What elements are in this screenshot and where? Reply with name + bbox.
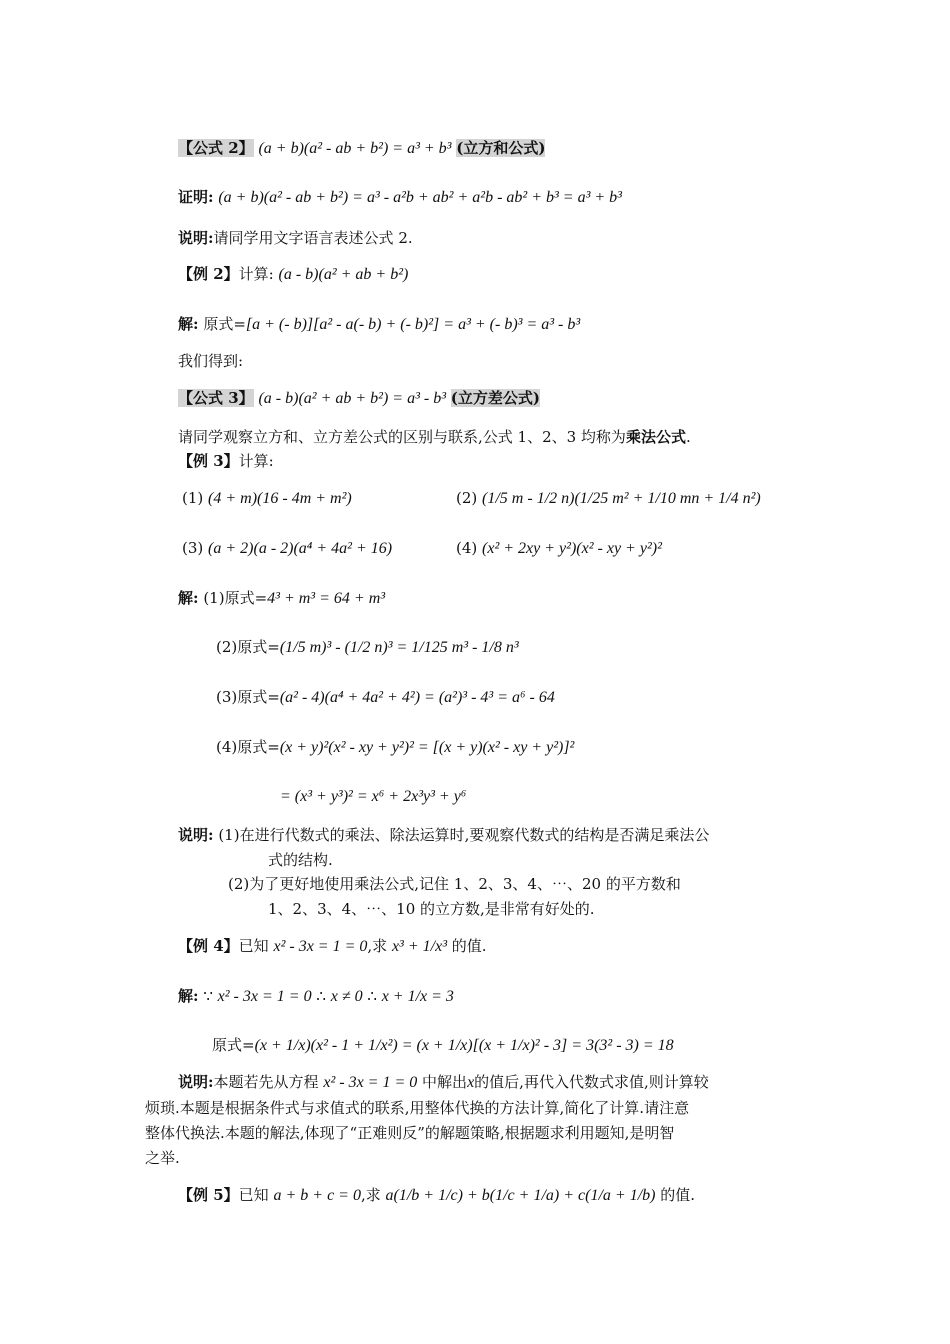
note3-part1: 本题若先从方程: [213, 1073, 319, 1091]
note2-item1-line2: 式的结构.: [268, 851, 333, 869]
we-get-line: 我们得到:: [178, 352, 244, 370]
solution2-math: [a + (- b)][a² - a(- b) + (- b)²] = a³ + (- b)³ = a³ - b³: [245, 316, 581, 333]
example3-item-1: [182, 487, 352, 510]
step-text: 原式=: [237, 638, 280, 656]
solution3-continuation: = (x³ + y³)² = x⁶ + 2x³y³ + y⁶: [280, 788, 467, 805]
step-number: (4): [216, 738, 238, 756]
therefore-symbol: ∴: [367, 987, 377, 1005]
note3-line3: 整体代换法.本题的解法,体现了“正难则反”的解题策略,根据题求利用题知,是明智: [145, 1124, 675, 1142]
example3-item-3: [182, 537, 392, 560]
note3-line2: 烦琐.本题是根据条件式与求值式的联系,用整体代换的方法计算,简化了计算.请注意: [145, 1099, 690, 1117]
formula3-math: (a - b)(a² + ab + b²) = a³ - b³: [258, 390, 446, 407]
item-math: (4 + m)(16 - 4m + m²): [208, 490, 352, 507]
step-text: 原式=: [224, 589, 268, 607]
item-math: (1/5 m - 1/2 n)(1/25 m² + 1/10 mn + 1/4 n²): [482, 490, 761, 507]
example5-line: [178, 1184, 695, 1207]
example4-cond: x² - 3x = 1 = 0: [273, 938, 368, 955]
formula3-line: [178, 387, 540, 410]
example3-label: 【例 3】: [178, 452, 239, 470]
proof-math: (a + b)(a² - ab + b²) = a³ - a²b + ab² + a²b - ab² + b³ = a³ + b³: [218, 189, 622, 206]
note3-part3: 的值后,再代入代数式求值,则计算较: [474, 1073, 709, 1091]
item-number: (4): [456, 539, 478, 557]
observe-end: .: [685, 428, 691, 446]
note2-item1-num: (1): [218, 826, 240, 844]
formula2-name: (立方和公式): [456, 139, 546, 157]
step-text: 原式=: [237, 738, 280, 756]
example4-target: x³ + 1/x³: [391, 938, 447, 955]
note2-item1-line1: [178, 824, 709, 846]
example5-cond: a + b + c = 0: [273, 1187, 361, 1204]
solution4-line2: [212, 1034, 674, 1057]
note3-var: x: [467, 1074, 475, 1091]
example3-item-4: [456, 537, 662, 560]
solution2-text: 原式=: [203, 315, 246, 333]
formula2-label: 【公式 2】: [178, 139, 254, 157]
example4-end: 的值.: [451, 937, 487, 955]
note2-item2-line1: [228, 873, 681, 895]
step-math: (x + y)²(x² - xy + y²)² = [(x + y)(x² - xy + y²)]²: [279, 739, 575, 756]
example2-label: 【例 2】: [178, 265, 239, 283]
example2-math: (a - b)(a² + ab + b²): [278, 266, 409, 283]
example3-text: 计算:: [238, 452, 274, 470]
note2-item2-line2: 1、2、3、4、⋯、10 的立方数,是非常有好处的.: [268, 900, 595, 918]
proof-line: [178, 186, 622, 209]
item-number: (3): [182, 539, 204, 557]
example4-given: 已知: [238, 937, 269, 955]
solution4-label: 解:: [178, 987, 199, 1005]
solution2-line: [178, 313, 580, 336]
solution3-step-1: [178, 587, 385, 610]
step-text: 原式=: [237, 688, 280, 706]
formula2-line: [178, 137, 545, 160]
step-math: 4³ + m³ = 64 + m³: [267, 590, 386, 607]
note2-label: 说明:: [178, 826, 214, 844]
proof-label: 证明:: [178, 188, 214, 206]
formula2-math: (a + b)(a² - ab + b²) = a³ + b³: [258, 140, 452, 157]
step-number: (3): [216, 688, 238, 706]
example4-label: 【例 4】: [178, 937, 239, 955]
solution2-label: 解:: [178, 315, 199, 333]
observe-text: 请同学观察立方和、立方差公式的区别与联系,公式 1、2、3 均称为: [178, 428, 626, 446]
therefore-symbol: ∴: [316, 987, 326, 1005]
note1-text: 请同学用文字语言表述公式 2.: [213, 229, 413, 247]
note2-item2-num: (2): [228, 875, 250, 893]
formula3-label: 【公式 3】: [178, 389, 254, 407]
step-math: (a² - 4)(a⁴ + 4a² + 4²) = (a²)³ - 4³ = a⁶ - 64: [279, 689, 555, 706]
example3-line: [178, 450, 274, 472]
note3-eq: x² - 3x = 1 = 0: [323, 1074, 418, 1091]
note2-item1-text: 在进行代数式的乘法、除法运算时,要观察代数式的结构是否满足乘法公: [239, 826, 710, 844]
solution3-step-2: [216, 636, 519, 659]
note3-line1: [178, 1071, 709, 1094]
item-math: (a + 2)(a - 2)(a⁴ + 4a² + 16): [208, 540, 393, 557]
example2-line: [178, 263, 408, 286]
solution3-step-3: [216, 686, 555, 709]
note1-label: 说明:: [178, 229, 214, 247]
step-number: (1): [203, 589, 225, 607]
because-symbol: ∵: [203, 987, 213, 1005]
note1-line: [178, 227, 413, 249]
formula3-name: (立方差公式): [450, 389, 540, 407]
item-number: (2): [456, 489, 478, 507]
note3-part2: 中解出: [422, 1073, 468, 1091]
step-math: (1/5 m)³ - (1/2 n)³ = 1/125 m³ - 1/8 n³: [279, 639, 519, 656]
solution4-line1: [178, 985, 454, 1008]
example4-ask: ,求: [367, 937, 388, 955]
example5-given: 已知: [238, 1186, 269, 1204]
observe-bold: 乘法公式: [625, 428, 686, 446]
solution3-label: 解:: [178, 589, 199, 607]
observe-line: [178, 426, 691, 448]
example4-line: [178, 935, 487, 958]
solution4-cond: x² - 3x = 1 = 0: [217, 988, 312, 1005]
example2-text: 计算:: [238, 265, 274, 283]
solution4-step1: x ≠ 0: [330, 988, 363, 1005]
solution4-text: 原式=: [212, 1036, 255, 1054]
example5-label: 【例 5】: [178, 1186, 239, 1204]
example3-item-2: [456, 487, 761, 510]
note2-item2-text: 为了更好地使用乘法公式,记住 1、2、3、4、⋯、20 的平方数和: [249, 875, 681, 893]
note3-line4: 之举.: [145, 1149, 180, 1167]
solution4-step2: x + 1/x = 3: [381, 988, 454, 1005]
item-math: (x² + 2xy + y²)(x² - xy + y²)²: [482, 540, 662, 557]
step-number: (2): [216, 638, 238, 656]
note3-label: 说明:: [178, 1073, 214, 1091]
example5-target: a(1/b + 1/c) + b(1/c + 1/a) + c(1/a + 1/b): [385, 1187, 656, 1204]
example5-ask: ,求: [360, 1186, 381, 1204]
item-number: (1): [182, 489, 204, 507]
example5-end: 的值.: [660, 1186, 696, 1204]
solution4-math: (x + 1/x)(x² - 1 + 1/x²) = (x + 1/x)[(x + 1/x)² - 3] = 3(3² - 3) = 18: [254, 1037, 674, 1054]
solution3-step-4: [216, 736, 574, 759]
